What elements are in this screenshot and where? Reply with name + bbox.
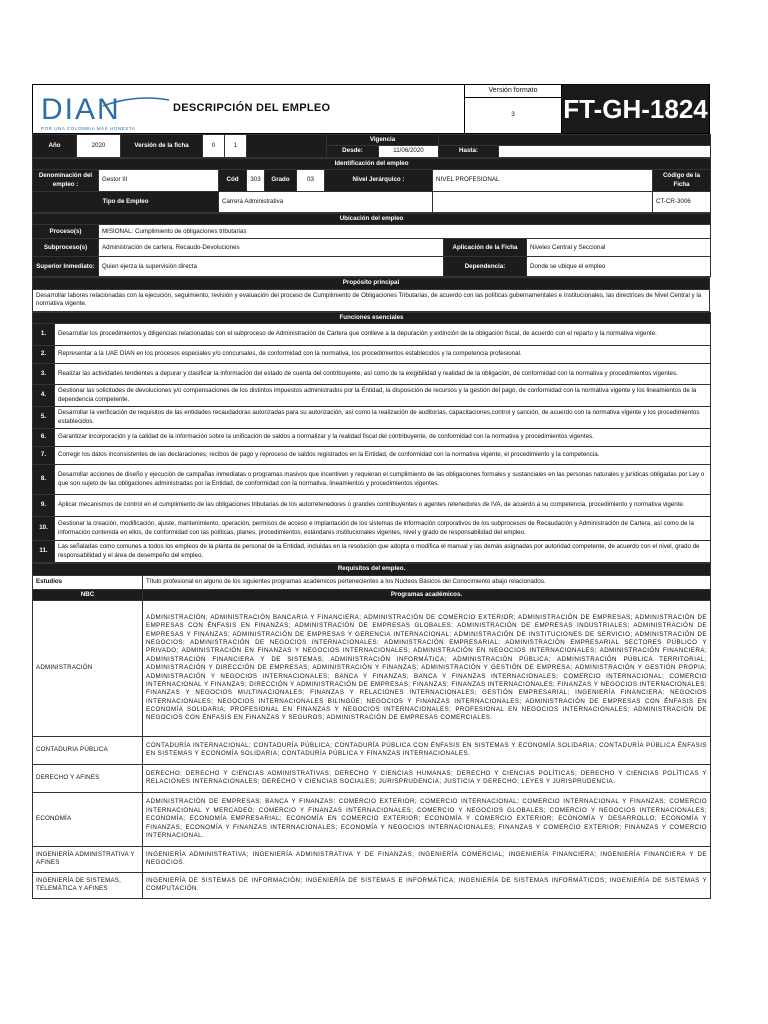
denominacion-label: Denominación del empleo :: [33, 170, 99, 192]
proposito-header: Propósito principal: [33, 278, 710, 289]
denominacion-value: Gestor III: [99, 170, 219, 192]
codigo-ficha-value: CT-CR-3006: [653, 192, 711, 213]
funcion-row: [33, 324, 711, 346]
funcion-row: [33, 465, 711, 495]
funcion-text: Gestionar la creación, modificación, ajuste, mantenimiento, operación, permisos de acceso e implantación de los sistemas de información corporativos de los subprocesos de Recaudación y Administración de Cartera, así como de la información contenida en ellos, de conformidad con las políticas, planes, procedimientos, estándares institucionales vigentes, nivel y grado de responsabilidad del empleo.: [55, 517, 711, 541]
nbc-row: [33, 600, 711, 736]
funcion-number: 9.: [33, 495, 55, 517]
nbc-area: INGENIERÍA DE SISTEMAS, TELEMÁTICA Y AFINES: [33, 872, 143, 898]
cod-value: 303: [247, 170, 265, 192]
cod-label: Cód: [219, 170, 247, 192]
hasta-label: Hasta:: [439, 146, 499, 157]
desde-value: 11/06/2020: [379, 146, 439, 157]
funcion-number: 8.: [33, 465, 55, 495]
nbc-row: [33, 792, 711, 846]
funcion-row: [33, 429, 711, 447]
grado-value: 03: [297, 170, 325, 192]
funcion-text: Garantizar incorporación y la calidad de la información sobre la unificación de saldos a normalizar y la realidad fiscal del contribuyente, de conformidad con la normativa y procedimientos vigentes.: [55, 429, 711, 447]
funcion-row: [33, 385, 711, 407]
nivel-label: Nivel Jerárquico :: [325, 170, 433, 192]
version-box: [464, 85, 562, 133]
nbc-programs: INGENIERÍA ADMINISTRATIVA; INGENIERÍA ADMINISTRATIVA Y DE FINANZAS; INGENIERÍA COMERCIAL; INGENIERÍA FINANCIERA; INGENIERÍA FINANCIERA Y DE NEGOCIOS.: [143, 846, 711, 872]
nbc-label: NBC: [33, 589, 143, 600]
nbc-area: ECONOMÍA: [33, 792, 143, 846]
desde-label: Desde:: [327, 146, 379, 157]
aplicacion-label: Aplicación de la Ficha: [444, 239, 527, 257]
form-code: FT-GH-1824: [562, 85, 709, 133]
funcion-text: Representar a la UAE DIAN en los procesos especiales y/o concursales, de conformidad con la normativa, los procedimientos establecidos y la competencia profesional.: [55, 346, 711, 364]
dian-logo: [41, 95, 171, 129]
funciones-table: [32, 312, 711, 563]
codigo-ficha-label: Código de la Ficha: [653, 170, 711, 192]
estudios-value: Título profesional en alguno de los siguientes programas académicos pertenecientes a los Núcleos Básicos del Conocimiento abajo relacionados.: [143, 575, 711, 589]
vigencia-label: Vigencia: [327, 135, 439, 146]
funcion-text: Realizar las actividades tendientes a depurar y clasificar la información del estado de cuenta del contribuyente, así como de la exigibilidad y realidad de la obligación, de conformidad con la normativa y procedimientos vigentes.: [55, 364, 711, 385]
subproceso-label: Subproceso(s): [33, 239, 99, 257]
funcion-text: Gestionar las solicitudes de devoluciones y/o compensaciones de los distintos impuestos administrados por la Entidad, la disposición de recursos y la gestión del pago, de conformidad con la normativa vigente y los lineamientos de la dependencia competente.: [55, 385, 711, 407]
subproceso-value: Administración de cartera, Recaudo-Devoluciones: [99, 239, 444, 257]
requisitos-header: Requisitos del empleo.: [33, 564, 711, 575]
tipo-spacer: [433, 192, 653, 213]
funcion-row: [33, 407, 711, 429]
superior-value: Quien ejerza la supervisión directa: [99, 257, 444, 277]
proposito-text: Desarrollar labores relacionadas con la ejecución, seguimiento, revisión y evaluación del proceso de Cumplimiento de Obligaciones Tributarias, de acuerdo con las políticas gubernamentales e institucionales, las directrices de Nivel Central y la normativa vigente.: [33, 289, 710, 311]
programas-label: Programas académicos.: [143, 589, 711, 600]
document-title: DESCRIPCIÓN DEL EMPLEO: [173, 102, 331, 114]
nbc-area: CONTADURIA PÚBLICA: [33, 736, 143, 764]
meta-table: [32, 134, 711, 158]
superior-label: Superior Inmediato:: [33, 257, 99, 277]
nbc-programs: ADMINISTRACIÓN DE EMPRESAS; BANCA Y FINANZAS; COMERCIO EXTERIOR; COMERCIO INTERNACIONAL; COMERCIO INTERNACIONAL Y FINANZAS; COMERCIO INTERNACIONAL Y MERCADEO; COMERCIO Y FINANZAS INTERNACIONALES; COMERCIO Y NEGOCIOS GLOBALES; COMERCIO Y NEGOCIOS INTERNACIONALES; ECONOMÍA; ECONOMÍA EMPRESARIAL; ECONOMÍA EN COMERCIO EXTERIOR; ECONOMÍA Y COMERCIO EXTERIOR; ECONOMÍA Y DESARROLLO; ECONOMÍA Y FINANZAS; ECONOMÍA Y FINANZAS INTERNACIONALES; ECONOMÍA Y NEGOCIOS INTERNACIONALES; FINANZAS Y COMERCIO EXTERIOR; FINANZAS Y COMERCIO INTERNACIONAL.: [143, 792, 711, 846]
logo-tagline: POR UNA COLOMBIA MÁS HONESTA: [41, 126, 136, 131]
nbc-row: [33, 846, 711, 872]
funcion-row: [33, 364, 711, 385]
nbc-programs: INGENIERÍA DE SISTEMAS DE INFORMACIÓN; INGENIERÍA DE SISTEMAS E INFORMÁTICA; INGENIERÍA DE SISTEMAS INFORMÁTICOS; INGENIERÍA DE SISTEMAS Y COMPUTACIÓN.: [143, 872, 711, 898]
funcion-number: 4.: [33, 385, 55, 407]
version-ficha-label: Versión de la ficha: [121, 135, 203, 158]
logo-swoosh-icon: [101, 96, 171, 112]
nbc-area: DERECHO Y AFINES: [33, 764, 143, 792]
funcion-row: [33, 346, 711, 364]
funcion-number: 11.: [33, 541, 55, 563]
funcion-text: Las señaladas como comunes a todos los empleos de la planta de personal de la Entidad, incluidas en la resolución que adopta o modifica el manual y las demás asignadas por autoridad competente, de acuerdo con el nivel, grado de responsabilidad y el área de desempeño del empleo.: [55, 541, 711, 563]
dependencia-label: Dependencia:: [444, 257, 527, 277]
proceso-label: Proceso(s): [33, 225, 99, 239]
version-label: Versión formato: [465, 85, 561, 98]
funcion-text: Desarrollar acciones de diseño y ejecución de campañas inmediatas o programas masivos que incentiven y requieran el cumplimiento de las obligaciones formales y sustanciales en las personas naturales y jurídicas obligadas por Ley o que son sujeto de las obligaciones administradas por la Entidad, de conformidad con la normativa, lineamientos y procedimientos vigentes.: [55, 465, 711, 495]
tipo-value: Carrera Administrativa: [219, 192, 433, 213]
funcion-row: [33, 517, 711, 541]
dependencia-value: Donde se ubique el empleo: [527, 257, 711, 277]
funcion-text: Desarrollar la verificación de requisitos de las entidades recaudadoras autorizadas para su autorización, así como la realización de auditorías, capacitaciones,control y sanción, de acuerdo con la normativa vigente y los procedimientos establecidos.: [55, 407, 711, 429]
aplicacion-value: Niveles Central y Seccional: [527, 239, 711, 257]
funciones-header: Funciones esenciales: [33, 312, 711, 323]
funcion-row: [33, 541, 711, 563]
year-value: 2020: [77, 135, 121, 158]
identificacion-table: [32, 158, 711, 213]
year-label: Año: [33, 135, 77, 158]
nbc-area: ADMINISTRACIÓN: [33, 600, 143, 736]
nbc-row: [33, 872, 711, 898]
tipo-label: Tipo de Empleo: [33, 192, 219, 213]
ubicacion-table: [32, 213, 711, 277]
logo-wordmark: DIAN: [41, 93, 121, 126]
hasta-value: [499, 146, 711, 157]
nbc-programs: ADMINISTRACIÓN; ADMINISTRACIÓN BANCARIA Y FINANCIERA; ADMINISTRACIÓN DE COMERCIO EXTERIOR; ADMINISTRACIÓN DE EMPRESAS; ADMINISTRACIÓN DE EMPRESAS CON ÉNFASIS EN FINANZAS; ADMINISTRACIÓN DE EMPRESAS GLOBALES; ADMINISTRACIÓN DE EMPRESAS INDUSTRIALES; ADMINISTRACIÓN DE EMPRESAS Y FINANZAS; ADMINISTRACIÓN DE EMPRESAS Y GERENCIA INTERNACIONAL; ADMINISTRACIÓN DE INSTITUCIONES DE SERVICIO; ADMINISTRACIÓN DE NEGOCIOS; ADMINISTRACIÓN DE NEGOCIOS INTERNACIONALES; ADMINISTRACIÓN EMPRESARIAL; ADMINISTRACIÓN EMPRESARIAL SECTORES PÚBLICO Y PRIVADO; ADMINISTRACIÓN EN FINANZAS Y NEGOCIOS INTERNACIONALES; ADMINISTRACIÓN EN NEGOCIOS INTERNACIONALES; ADMINISTRACIÓN FINANCIERA; ADMINISTRACIÓN FINANCIERA Y DE SISTEMAS; ADMINISTRACIÓN INFORMÁTICA; ADMINISTRACIÓN PÚBLICA; ADMINISTRACIÓN PÚBLICA TERRITORIAL; ADMINISTRACIÓN Y DIRECCIÓN DE EMPRESAS; ADMINISTRACIÓN Y FINANZAS; ADMINISTRACIÓN Y GESTIÓN DE EMPRESA; ADMINISTRACIÓN Y GESTIÓN PROPIA; ADMINISTRACIÓN Y NEGOCIOS INTERNACIONALES; BANCA Y FINANZAS; BANCA Y FINANZAS INTERNACIONALES; COMERCIO INTERNACIONAL; COMERCIO INTERNACIONAL Y FINANZAS; DIRECCIÓN Y ADMINISTRACIÓN DE EMPRESAS; FINANZAS; FINANZAS INTERNACIONALES; FINANZAS Y NEGOCIOS INTERNACIONALES; FINANZAS Y NEGOCIOS MULTINACIONALES; FINANZAS Y RELACIONES INTERNACIONALES; GESTIÓN EMPRESARIAL; INGENIERÍA FINANCIERA; NEGOCIOS INTERNACIONALES; NEGOCIOS INTERNACIONALES BILINGÜE; NEGOCIOS Y FINANZAS INTERNACIONALES; ADMINISTRACIÓN DE EMPRESAS CON ÉNFASIS EN ECONOMÍA SOLIDARIA; PROFESIONAL EN FINANZAS Y NEGOCIOS INTERNACIONALES; PROFESIONAL EN NEGOCIOS INTERNACIONALES; ADMINISTRACIÓN DE NEGOCIOS CON ÉNFASIS EN FINANZAS Y SEGUROS; ADMINISTRACIÓN DE EMPRESAS COMERCIALES.: [143, 600, 711, 736]
requisitos-table: [32, 563, 711, 899]
nbc-programs: CONTADURÍA INTERNACIONAL; CONTADURÍA PÚBLICA; CONTADURÍA PÚBLICA CON ÉNFASIS EN SISTEMAS Y ECONOMÍA SOLIDARIA; CONTADURÍA PÚBLICA ÉNFASIS EN SISTEMAS Y ECONOMÍA SOLIDARIA; CONTADURÍA PÚBLICA Y FINANZAS INTERNACIONALES.: [143, 736, 711, 764]
funcion-number: 10.: [33, 517, 55, 541]
funcion-text: Corregir los datos inconsistentes de las declaraciones, recibos de pago y reproceso de saldos registrados en la Entidad, de conformidad con la normativa vigente, el procedimiento y la competencia.: [55, 447, 711, 465]
proceso-value: MISIONAL: Cumplimiento de obligaciones tributarias: [99, 225, 711, 239]
funcion-number: 2.: [33, 346, 55, 364]
job-description-form: [32, 84, 710, 899]
funcion-number: 7.: [33, 447, 55, 465]
funcion-row: [33, 447, 711, 465]
funcion-text: Desarrollar los procedimientos y diligencias relacionadas con el subproceso de Administración de Cartera que conlleve a la depuración y extinción de la obligación fiscal, de acuerdo con el reparto y la normativa vigente.: [55, 324, 711, 346]
version-ficha-b: 1: [225, 135, 247, 158]
nivel-value: NIVEL PROFESIONAL: [433, 170, 653, 192]
funcion-number: 1.: [33, 324, 55, 346]
funcion-number: 3.: [33, 364, 55, 385]
form-header: [32, 84, 710, 134]
funcion-row: [33, 495, 711, 517]
vigencia-spacer: [439, 135, 711, 146]
ubicacion-header: Ubicación del empleo: [33, 214, 711, 225]
estudios-label: Estudios: [33, 575, 143, 589]
identificacion-header: Identificación del empleo: [33, 158, 711, 169]
version-value: 3: [511, 111, 515, 118]
funcion-text: Aplicar mecanismos de control en el cumplimiento de las obligaciones tributarias de los autorretenedores o grandes contribuyentes o agentes retenedores de IVA, de acuerdo a su competencia, procedimiento y normativa vigente.: [55, 495, 711, 517]
nbc-row: [33, 736, 711, 764]
nbc-programs: DERECHO; DERECHO Y CIENCIAS ADMINISTRATIVAS; DERECHO Y CIENCIAS HUMANAS; DERECHO Y CIENCIAS POLÍTICAS; DERECHO Y CIENCIAS POLÍTICAS Y RELACIONES INTERNACIONALES; DERECHO Y CIENCIAS SOCIALES; JURISPRUDENCIA; JUSTICIA Y DERECHO; LEYES Y JURISPRUDENCIA.: [143, 764, 711, 792]
meta-spacer: [247, 135, 327, 158]
proposito-table: [32, 277, 710, 311]
nbc-row: [33, 764, 711, 792]
funcion-number: 6.: [33, 429, 55, 447]
version-ficha-a: 0: [203, 135, 225, 158]
nbc-area: INGENIERÍA ADMINISTRATIVA Y AFINES: [33, 846, 143, 872]
funcion-number: 5.: [33, 407, 55, 429]
grado-label: Grado: [265, 170, 297, 192]
